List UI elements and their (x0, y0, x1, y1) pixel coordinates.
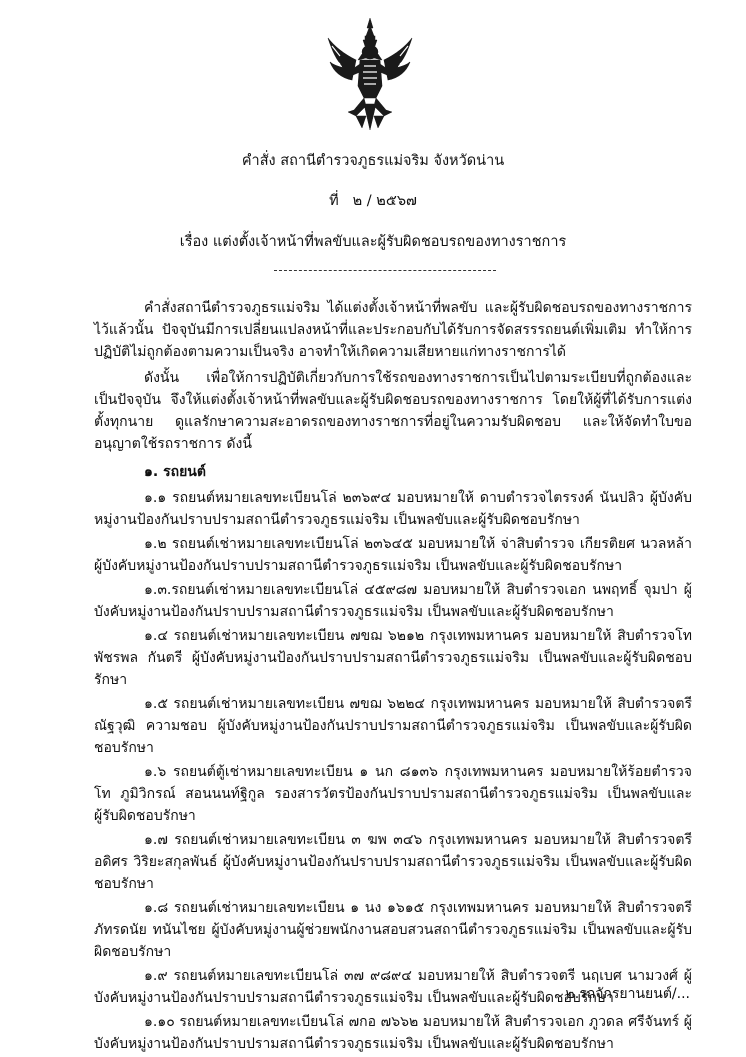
order-subject: เรื่อง แต่งตั้งเจ้าหน้าที่พลขับและผู้รับผิดชอบรถของทางราชการ (179, 234, 567, 250)
section-heading-cars: ๑. รถยนต์ (144, 464, 206, 480)
list-item: ๑.๘ รถยนต์เช่าหมายเลขทะเบียน ๑ นง ๑๖๑๕ กรุงเทพมหานคร มอบหมายให้ สิบตำรวจตรี ภัทรดนัย ทนันไชย ผู้บังคับหมู่งานผู้ช่วยพนักงานสอบสวนสถานีตำรวจภูธรแม่จริม เป็นพลขับและผู้รับผิดชอบรักษา (94, 900, 692, 960)
garuda-emblem-icon (326, 16, 414, 132)
order-number: ๒ / ๒๕๖๗ (352, 193, 417, 209)
list-item: ๑.๖ รถยนต์ตู้เช่าหมายเลขทะเบียน ๑ นก ๘๑๓๖ กรุงเทพมหานคร มอบหมายให้ร้อยตำรวจโท ภูมิวิกรณ์ สอนนนท์ฐิกูล รองสารวัตรป้องกันปราบปรามสถานีตำรวจภูธรแม่จริม เป็นพลขับและผู้รับผิดชอบรักษา (94, 764, 692, 824)
dashed-divider (274, 270, 496, 272)
paragraph-directive: ดังนั้น เพื่อให้การปฏิบัติเกี่ยวกับการใช้รถของทางราชการเป็นไปตามระเบียบที่ถูกต้องและเป็นปัจจุบัน จึงให้แต่งตั้งเจ้าหน้าที่พลขับและผู้รับผิดชอบรถของทางราชการ โดยให้ผู้ที่ได้รับการแต่งตั้งทุกนาย ดูแลรักษาความสะอาดรถของทางราชการที่อยู่ในความรับผิดชอบ และให้จัดทำใบขออนุญาตใช้รถราชการ ดังนี้ (94, 370, 692, 452)
paragraph-background: คำสั่งสถานีตำรวจภูธรแม่จริม ได้แต่งตั้งเจ้าหน้าที่พลขับ และผู้รับผิดชอบรถของทางราชการไว้แล้วนั้น ปัจจุบันมีการเปลี่ยนแปลงหน้าที่และประกอบกับได้รับการจัดสรรรถยนต์เพิ่มเติม ทำให้การปฏิบัติไม่ถูกต้องตามความเป็นจริง อาจทำให้เกิดความเสียหายแก่ทางราชการได้ (94, 300, 692, 360)
list-item: ๑.๑๐ รถยนต์หมายเลขทะเบียนโล่ ๗กอ ๗๖๖๒ มอบหมายให้ สิบตำรวจเอก ภูวดล ศรีจันทร์ ผู้บังคับหมู่งานป้องกันปราบปรามสถานีตำรวจภูธรแม่จริม เป็นพลขับและผู้รับผิดชอบรักษา (94, 1014, 692, 1052)
order-number-label: ที่ (329, 193, 339, 209)
list-item: ๑.๓.รถยนต์เช่าหมายเลขทะเบียนโล่ ๔๕๙๘๗ มอบหมายให้ สิบตำรวจเอก นพฤทธิ์ จุมปา ผู้บังคับหมู่งานป้องกันปราบปรามสถานีตำรวจภูธรแม่จริม เป็นพลขับและผู้รับผิดชอบรักษา (94, 582, 692, 620)
list-item: ๑.๔ รถยนต์เช่าหมายเลขทะเบียน ๗ขฌ ๖๒๑๒ กรุงเทพมหานคร มอบหมายให้ สิบตำรวจโท พัชรพล กันตรี ผู้บังคับหมู่งานป้องกันปราบปรามสถานีตำรวจภูธรแม่จริม เป็นพลขับและผู้รับผิดชอบรักษา (94, 628, 692, 688)
order-number-line (0, 189, 746, 212)
list-item: ๑.๑ รถยนต์หมายเลขทะเบียนโล่ ๒๓๖๙๔ มอบหมายให้ ดาบตำรวจไตรรงค์ นันปลิว ผู้บังคับหมู่งานป้องกันปราบปรามสถานีตำรวจภูธรแม่จริม เป็นพลขับและผู้รับผิดชอบรักษา (94, 490, 692, 528)
list-item: ๑.๗ รถยนต์เช่าหมายเลขทะเบียน ๓ ฆพ ๓๔๖ กรุงเทพมหานคร มอบหมายให้ สิบตำรวจตรี อดิศร วิริยะสกุลพันธ์ ผู้บังคับหมู่งานป้องกันปราบปรามสถานีตำรวจภูธรแม่จริม เป็นพลขับและผู้รับผิดชอบรักษา (94, 832, 692, 892)
list-item: ๑.๕ รถยนต์เช่าหมายเลขทะเบียน ๗ขฌ ๖๒๒๔ กรุงเทพมหานคร มอบหมายให้ สิบตำรวจตรี ณัฐวุฒิ ความชอบ ผู้บังคับหมู่งานป้องกันปราบปรามสถานีตำรวจภูธรแม่จริม เป็นพลขับและผู้รับผิดชอบรักษา (94, 696, 692, 756)
order-body (94, 297, 692, 1057)
list-item: ๑.๙ รถยนต์หมายเลขทะเบียนโล่ ๓๗ ๙๘๙๔ มอบหมายให้ สิบตำรวจตรี นฤเบศ นามวงศ์ ผู้บังคับหมู่งานป้องกันปราบปรามสถานีตำรวจภูธรแม่จริม เป็นพลขับและผู้รับผิดชอบรักษา (94, 968, 692, 1006)
list-item: ๑.๒ รถยนต์เช่าหมายเลขทะเบียนโล่ ๒๓๖๔๕ มอบหมายให้ จ่าสิบตำรวจ เกียรติยศ นวลหล้า ผู้บังคับหมู่งานป้องกันปราบปรามสถานีตำรวจภูธรแม่จริม เป็นพลขับและผู้รับผิดชอบรักษา (94, 536, 692, 574)
continuation-note: ๒.รถจักรยานยนต์/... (565, 986, 690, 1002)
order-title: คำสั่ง สถานีตำรวจภูธรแม่จริม จังหวัดน่าน (241, 153, 505, 169)
